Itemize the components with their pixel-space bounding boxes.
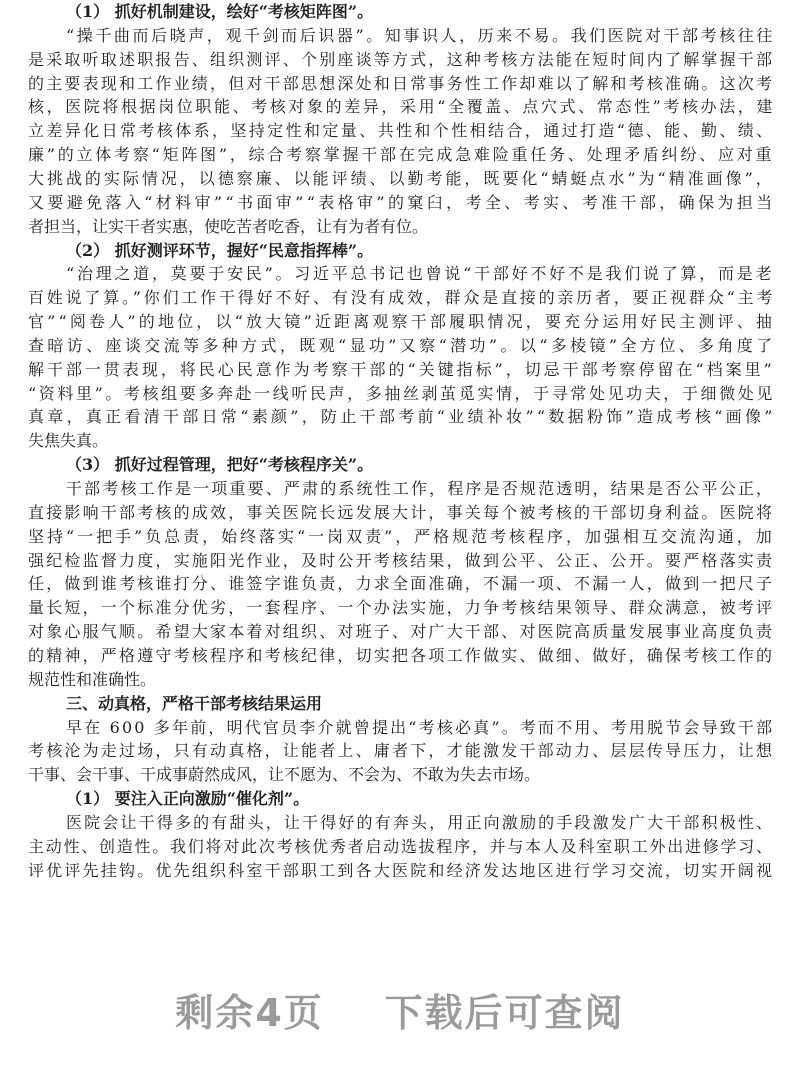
paragraph-line: 强纪检监督力度，实施阳光作业，及时公开考核结果，做到公平、公正、公开。要严格落实责 [28,550,775,570]
section-heading: 三、动真格，严格干部考核结果运用 [66,693,323,713]
paragraph-line: 考核沦为走过场，只有动真格，让能者上、庸者下，才能激发干部动力、层层传导压力，让想 [28,741,775,761]
paragraph-line: 者担当，让实干者实惠，使吃苦者吃香，让有为者有位。 [28,216,429,236]
paragraph-line: 坚持“一把手”负总责，始终落实“一岗双责”，严格规范考核程序，加强相互交流沟通，加 [28,526,775,546]
section-heading: （3） 抓好过程管理，把好“考核程序关”。 [66,455,374,475]
paragraph-line: 失焦失真。 [28,431,109,451]
paragraph-line: 对象心服气顺。希望大家本着对组织、对班子、对广大干部、对医院高质量发展事业高度负责 [28,622,775,642]
paragraph-line: 的精神，严格遵守考核程序和考核纪律，切实把各项工作做实、做细、做好，确保考核工作的 [28,645,775,665]
paragraph-line: 大挑战的实际情况，以德察廉、以能评绩、以勤考能，既要化“蜻蜓点水”为“精准画像”， [28,168,775,188]
paragraph-line: 核，医院将根据岗位职能、考核对象的差异，采用“全覆盖、点穴式、常态性”考核办法，建 [28,97,775,117]
paragraph-line: 医院会让干得多的有甜头，让干得好的有奔头，用正向激励的手段激发广大干部积极性、 [66,812,775,832]
paragraph-line: 干部考核工作是一项重要、严肃的系统性工作，程序是否规范透明，结果是否公平公正， [66,479,775,498]
paragraph-line: 量长短，一个标准分优劣，一套程序、一个办法实施，力争考核结果领导、群众满意，被考评 [28,598,775,618]
paragraph-line: 直接影响干部考核的成效，事关医院长远发展大计，事关每个被考核的干部切身利益。医院将 [28,502,775,522]
paragraph-line: 早在 600 多年前，明代官员李介就曾提出“考核必真”。考而不用、考用脱节会导致干部 [66,717,775,737]
remaining-pages-notice: 剩余4页 下载后可查阅 [175,991,625,1035]
paragraph-line: 干事、会干事、干成事蔚然成风，让不愿为、不会为、不敢为失去市场。 [28,765,541,785]
paragraph-line: 任，做到谁考核谁打分、谁签字谁负责，力求全面准确，不漏一项、不漏一人，做到一把尺子 [28,574,775,594]
paragraph-line: 是采取听取述职报告、组织测评、个别座谈等方式，这种考核方法能在短时间内了解掌握干部 [28,49,775,69]
paragraph-line: 查暗访、座谈交流等多种方式，既观“显功”又察“潜功”。以“多棱镜”全方位、多角度了 [28,335,776,355]
paragraph-line: 解干部一贯表现，将民心民意作为考察干部的“关键指标”，切忌干部考察停留在“档案里” [28,359,775,379]
paragraph-line: 官”“阅卷人”的地位，以“放大镜”近距离观察干部履职情况，要充分运用好民主测评、抽 [28,312,776,332]
paragraph-line: 廉”的立体考察“矩阵图”，综合考察掌握干部在完成急难险重任务、处理矛盾纠纷、应对重 [28,145,775,165]
section-heading: （1） 要注入正向激励“催化剂”。 [66,789,310,809]
paragraph-line: 又要避免落入“材料审”“书面审”“表格审”的窠臼，考全、考实、考准干部，确保为担当 [28,192,776,212]
paragraph-line: 百姓说了算。”你们工作干得好不好、有没有成效，群众是直接的亲历者，要正视群众“主考 [28,288,776,308]
paragraph-line: 的主要表现和工作业绩，但对干部思想深处和日常事务性工作却难以了解和考核准确。这次考 [28,73,775,93]
paragraph-line: 主动性、创造性。我们将对此次考核优秀者启动选拔程序，并与本人及科室职工外出进修学习、 [28,836,774,856]
paragraph-line: 立差异化日常考核体系，坚持定性和定量、共性和个性相结合，通过打造“德、能、勤、绩、 [28,121,775,141]
paragraph-line: 真章，真正看清干部日常“素颜”，防止干部考前“业绩补妆”“数据粉饰”造成考核“画像” [28,407,776,427]
paragraph-line: 规范性和准确性。 [28,669,157,689]
section-heading: （2） 抓好测评环节，握好“民意指挥棒”。 [66,240,374,260]
paragraph-line: “操千曲而后晓声，观千剑而后识器”。知事识人，历来不易。我们医院对干部考核往往 [66,25,775,45]
paragraph-line: “资料里”。考核组要多奔赴一线听民声，多抽丝剥茧觅实情，于寻常处见功夫，于细微处见 [28,383,775,403]
paragraph-line: “治理之道，莫要于安民”。习近平总书记也曾说“干部好不好不是我们说了算，而是老 [66,264,775,284]
section-heading: （1） 抓好机制建设，绘好“考核矩阵图”。 [66,2,374,21]
paragraph-line: 评优评先挂钩。优先组织科室干部职工到各大医院和经济发达地区进行学习交流，切实开阔视 [28,860,775,880]
